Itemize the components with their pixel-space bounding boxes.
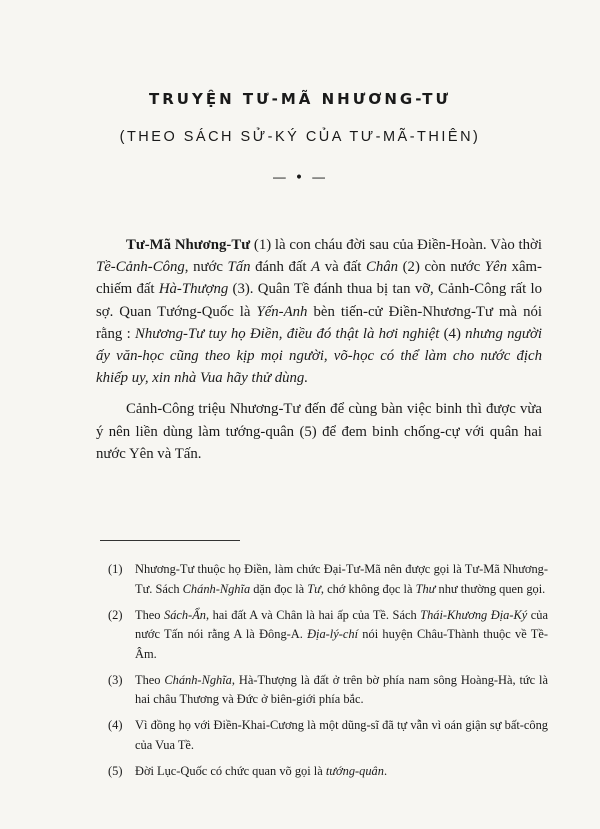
text-run: Vì đồng họ với Điền-Khai-Cương là một dũng-sĩ đã tự vẫn vì oán giận sự bất-công của Vua Tề.	[135, 718, 548, 752]
text-run: (1) là con cháu đời sau của Điền-Hoàn. Vào thời	[250, 237, 542, 253]
text-run: xâm-chiếm đất	[96, 259, 542, 298]
lead-name: Tư-Mã Nhương-Tư	[126, 237, 251, 253]
italic-run: Chánh-Nghĩa	[182, 581, 251, 596]
paragraph-1	[96, 234, 542, 389]
italic-run: Chân	[365, 259, 399, 276]
paragraph-2: Cảnh-Công triệu Nhương-Tư đến để cùng bàn việc binh thì được vừa ý nên liền dùng làm tướng-quân (5) để đem binh chống-cự với quân hai nước Yên và Tấn.	[96, 401, 542, 462]
footnote-divider	[100, 540, 240, 541]
page-title: TRUYỆN TƯ-MÃ NHƯƠNG-TƯ	[149, 90, 451, 108]
text-run: bèn tiến-cử Điền-Nhương-Tư mà nói rằng :	[96, 303, 543, 342]
italic-run: Tấn	[227, 259, 251, 276]
italic-run: tướng-quân	[325, 763, 384, 778]
text-run: , chớ không đọc là	[320, 581, 416, 596]
text-run: và đất	[320, 259, 366, 276]
text-run: Đời Lục-Quốc có chức quan võ gọi là	[135, 763, 326, 778]
footnote-4	[108, 716, 548, 755]
footnote-1	[108, 560, 548, 599]
footnote-number: (2)	[108, 607, 123, 622]
text-run: (2) còn nước	[398, 259, 485, 276]
italic-run: Tề-Cảnh-Công	[96, 259, 185, 276]
italic-run: Địa-lý-chí	[307, 627, 359, 641]
italic-run: Hà-Thượng	[158, 281, 229, 298]
text-run: đánh đất	[250, 259, 312, 276]
footnotes	[108, 560, 548, 781]
italic-run: Tư	[307, 581, 321, 596]
footnote-3	[108, 671, 548, 710]
text-run: , Hà-Thượng là đất ở trên bờ phía nam sông Hoàng-Hà, tức là hai châu Thương và Đức ở biên-giới phía bắc.	[135, 672, 548, 706]
text-run: như thường quen gọi.	[435, 581, 546, 596]
text-run: nói huyện Châu-Thành thuộc về Tề-Âm.	[135, 627, 548, 661]
title-ornament: — • —	[272, 170, 328, 186]
italic-run: Yến-Anh	[256, 303, 308, 320]
footnote-number: (4)	[108, 718, 123, 732]
text-run: Nhương-Tư thuộc họ Điền, làm chức Đại-Tư-Mã nên được gọi là Tư-Mã Nhương-Tư. Sách	[135, 562, 548, 596]
italic-run: Yên	[484, 259, 507, 276]
italic-run: Sách-Ẩn	[164, 607, 206, 622]
text-run: dặn đọc là	[250, 581, 308, 596]
page-subtitle: (THEO SÁCH SỬ-KÝ CỦA TƯ-MÃ-THIÊN)	[119, 129, 481, 145]
text-run: (3). Quân Tề đánh thua bị tan vỡ, Cảnh-Công rất lo sợ. Quan Tướng-Quốc là	[96, 281, 542, 320]
footnote-5	[108, 762, 548, 782]
text-run: Theo	[135, 607, 164, 622]
main-text	[96, 234, 542, 465]
footnote-number: (5)	[108, 763, 123, 778]
text-run: của nước Tấn nói rằng A là Đông-A.	[135, 607, 548, 641]
text-run: (4)	[439, 325, 466, 342]
italic-run: Nhương-Tư tuy họ Điền, điều đó thật là hơi nghiệt	[134, 325, 440, 342]
italic-run: Thái-Khương Địa-Ký	[420, 607, 528, 622]
footnote-2	[108, 606, 548, 665]
footnote-number: (1)	[108, 562, 123, 576]
italic-run: Chánh-Nghĩa	[164, 672, 232, 687]
text-run: Theo	[135, 672, 165, 687]
text-run: .	[383, 763, 388, 778]
italic-run: A	[311, 259, 321, 276]
text-run: , hai đất A và Chân là hai ấp của Tề. Sách	[205, 607, 421, 622]
italic-run: Thư	[415, 581, 436, 596]
footnote-number: (3)	[108, 672, 123, 687]
text-run: , nước	[184, 259, 228, 276]
italic-run: nhưng người ấy văn-học cũng theo kịp mọi người, võ-học có thể làm cho nước địch khiếp uy, xin nhà Vua hãy thử dùng.	[96, 325, 542, 387]
